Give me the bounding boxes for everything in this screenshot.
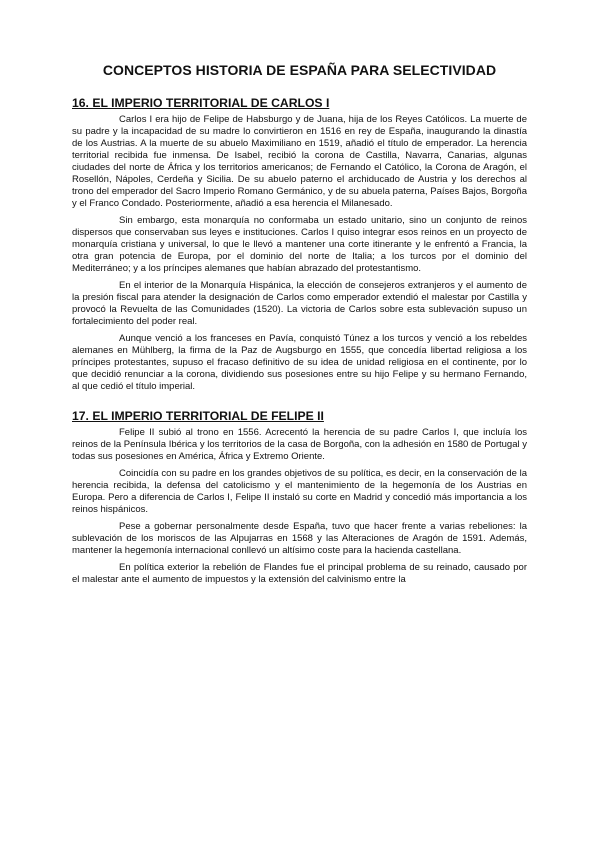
section-heading: 16. EL IMPERIO TERRITORIAL DE CARLOS I (72, 96, 330, 110)
document-title: CONCEPTOS HISTORIA DE ESPAÑA PARA SELECTIVIDAD (102, 62, 497, 78)
section-felipe-ii (72, 409, 527, 586)
paragraph: Carlos I era hijo de Felipe de Habsburgo y de Juana, hija de los Reyes Católicos. La muerte de su padre y la incapacidad de su madre lo convirtieron en 1516 en rey de España, inaugurando la dinastía de los Austrias. A la muerte de su abuelo Maximiliano en 1519, añadió el título de emperador. La herencia territorial recibida fue inmensa. De Isabel, recibió la corona de Castilla, Navarra, Canarias, algunas ciudades del norte de África y los territorios americanos; de Fernando el Católico, la Corona de Aragón, el Rosellón, Nápoles, Cerdeña y Sicilia. De su abuelo paterno el archiducado de Austria y los derechos al trono del emperador del Sacro Imperio Romano Germánico, y de su abuela paterna, Países Bajos, Borgoña y el Franco Condado. Posteriormente, añadió a esa herencia el Milanesado. (72, 114, 527, 209)
paragraph: Coincidía con su padre en los grandes objetivos de su política, es decir, en la conservación de la herencia recibida, la defensa del catolicismo y el mantenimiento de la hegemonía de los Austrias en Europa. Pero a diferencia de Carlos I, Felipe II instaló su corte en Madrid y concedió más importancia a los reinos hispánicos. (72, 468, 527, 515)
paragraph: Aunque venció a los franceses en Pavía, conquistó Túnez a los turcos y venció a los rebeldes alemanes en Mühlberg, la firma de la Paz de Augsburgo en 1555, que concedía libertad religiosa a los príncipes protestantes, supuso el fracaso definitivo de su idea de unidad religiosa en el continente, por lo que decidió renunciar a la corona, dividiendo sus posesiones entre su hijo Felipe y su hermano Fernando, al que cedió el título imperial. (72, 333, 527, 392)
section-carlos-i (72, 96, 527, 393)
paragraph: En el interior de la Monarquía Hispánica, la elección de consejeros extranjeros y el aumento de la presión fiscal para atender la designación de Carlos como emperador extendió el malestar por Castilla y provocó la Revuelta de las Comunidades (1520). La victoria de Carlos sobre esta sublevación supuso un fortalecimiento del poder real. (72, 280, 527, 327)
paragraph: En política exterior la rebelión de Flandes fue el principal problema de su reinado, causado por el malestar ante el aumento de impuestos y la extensión del calvinismo entre la (72, 562, 527, 585)
paragraph: Sin embargo, esta monarquía no conformaba un estado unitario, sino un conjunto de reinos dispersos que conservaban sus leyes e instituciones. Carlos I quiso integrar esos reinos en un proyecto de monarquía cristiana y universal, lo que le llevó a mantener una corte itinerante y le enfrentó a Francia, la otra gran potencia de Europa, por el dominio del norte de Italia; a los turcos por el dominio del Mediterráneo; y a los príncipes alemanes que habían abrazado del protestantismo. (72, 215, 527, 274)
document-page (72, 62, 527, 591)
paragraph: Felipe II subió al trono en 1556. Acrecentó la herencia de su padre Carlos I, que incluía los reinos de la Península Ibérica y los territorios de la casa de Borgoña, con la adhesión en 1580 de Portugal y todas sus posesiones en América, África y Extremo Oriente. (72, 427, 527, 462)
section-heading: 17. EL IMPERIO TERRITORIAL DE FELIPE II (72, 409, 324, 423)
paragraph: Pese a gobernar personalmente desde España, tuvo que hacer frente a varias rebeliones: la sublevación de los moriscos de las Alpujarras en 1568 y las Alteraciones de Aragón de 1591. Además, mantener la hegemonía internacional conllevó un altísimo coste para la hacienda castellana. (72, 521, 527, 556)
